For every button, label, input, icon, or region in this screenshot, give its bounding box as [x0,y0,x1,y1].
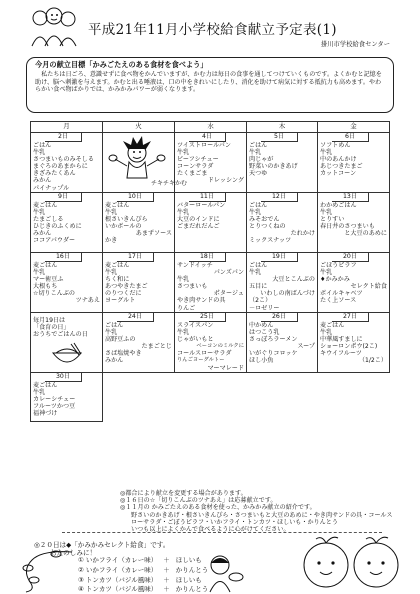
select-option: ③ トンカツ（バジル風味） ＋ ほしいも [78,576,202,584]
select-option: ① いかフライ（カレー味） ＋ ほしいも [78,556,202,564]
menu-item: りんご [177,304,196,312]
menu-item: 野菜いのかきあげ [249,163,298,171]
note-text: 「食育の日」 [33,324,70,332]
menu-item: 牛乳 [320,329,333,337]
family-illustration [28,6,80,48]
menu-item: ♦かみかみ [320,276,350,284]
menu-item: （1/2こ） [358,357,387,365]
menu-item: ヨーグルト [105,297,136,305]
menu-item: 牛乳 [33,149,46,157]
day-date: 5日 [261,133,298,142]
note-text: おうちでごはんの日 [33,331,88,339]
menu-item: 牛乳 [177,276,190,284]
menu-item: 肉じゃが [249,156,274,164]
select-announcement: ◎２０日は◆「かみかみセレクト給食」です。 [34,541,170,549]
menu-item: サンドイッチ [177,262,213,269]
day-cell [31,373,102,421]
day-cell [318,193,389,252]
day-cell [31,193,102,252]
menu-item: 牛乳 [177,209,190,217]
menu-item: 高野豆ふの [105,336,136,344]
menu-item: マーマレード [207,364,244,372]
menu-item: （2こ） [249,297,272,305]
menu-item: わかめごはん [320,202,357,209]
day-date: 30日 [45,373,82,382]
menu-item: ひじきのふくめに [33,223,82,231]
menu-item: いかボールの [105,223,142,231]
day-date: 17日 [117,253,154,262]
day-date: 16日 [45,253,82,262]
day-date: 2日 [45,133,82,142]
menu-item: ソフトめん [320,142,351,149]
menu-item: 麦ごはん [33,202,58,209]
day-cell [318,133,389,192]
menu-item: 牛乳 [320,209,333,217]
menu-item: パイナップル [33,184,70,192]
divider [62,532,382,533]
menu-item: フルーツかつ豆 [33,403,76,411]
menu-item: 麦ごはん [105,202,130,209]
food-education-day-cell [31,313,102,372]
menu-item: ボイルキャベツ [320,290,363,298]
day-cell [175,253,246,312]
menu-item: きざみたくあん [33,170,76,178]
day-cell [318,253,389,312]
menu-item: カットコーン [320,170,357,178]
menu-item: たくまごま [177,170,208,178]
menu-item: 牛乳 [249,209,262,217]
note-text: ◎１１月の かみごたえのある食材を使った、かみかみ献立の紹介です。 [120,504,316,512]
menu-table [30,121,390,422]
kids-caption: チキチキかむ [151,180,188,187]
menu-item: みかん [33,230,52,238]
select-option: ② いかフライ（カレー味） ＋ かりんとう [78,566,209,574]
menu-item: ちく和に [105,276,130,284]
option-main: トンカツ（バジル風味） [85,576,158,584]
menu-item: ごはん [249,142,268,149]
week-row [31,313,390,373]
menu-item: さつまいも [177,283,208,291]
menu-item: 牛乳 [320,149,333,157]
menu-item: 牛乳 [249,269,262,277]
day-date: 26日 [261,313,298,322]
menu-item: みかん [33,177,52,185]
menu-item: ごはん [105,322,124,329]
day-cell [175,193,246,252]
day-date: 6日 [332,133,369,142]
day-cell [175,133,246,192]
menu-item: いわしの南ばんづけ [260,290,315,298]
menu-item: ごほうピラフ [320,262,357,269]
menu-item: 麦ごはん [105,262,130,269]
menu-item: スープ [297,343,315,351]
menu-item: スライスパン [177,322,214,329]
menu-item: ツイストロールパン [177,142,231,149]
option-main: トンカツ（バジル風味） [85,585,158,593]
menu-item: はつこう乳 [249,329,280,337]
day-cell [175,313,246,372]
menu-item: とりつくねの [249,223,286,231]
option-number: ④ [78,585,84,593]
weekday-fri: 金 [318,122,390,133]
week-row [31,193,390,253]
select-subtitle: おたのしみに！ [50,549,97,557]
menu-item: 中かめん [249,322,274,329]
menu-item: 五目に [249,283,268,291]
menu-item: かき [105,237,118,245]
option-side: ほしいも [175,576,202,584]
day-date: 20日 [332,253,369,262]
menu-item: ごまだれだんご [177,223,220,231]
menu-item: カレーシチュー [33,396,76,404]
menu-item: 中のあんかけ [320,156,357,164]
menu-item: 麦ごはん [320,322,345,329]
week-row [31,373,390,422]
day-cell [318,313,389,372]
menu-item: たまごしる [33,216,64,224]
menu-item: たれかけ [290,230,315,238]
menu-item: 牛乳 [320,269,333,277]
goal-body: 私たちは日ごろ、意識せずに食べ物をかんでいますが、かむ力は毎日の食事を通してつけていくものです。よくかむと記憶を助け、脳へ刺激を与えます。かむと出る唾液は、口の中をきれいにしたり、消化を助けて病気に対する抵抗力も高めます。やわらかい食べ物ばかりでは、かみかみパワーが弱くなります。 [35,70,382,94]
weekday-header-row [31,122,390,133]
menu-item: とりすい [320,216,345,224]
menu-item: マー術豆ふ [33,276,64,284]
monthly-goal-box [26,57,394,113]
day-date: 18日 [189,253,226,262]
menu-item: 麦ごはん [33,382,58,389]
note-text: いつも以上によくかんで食べるように心がけてください。 [131,526,290,534]
menu-item: 中華風すましに [320,336,363,344]
day-date: 11日 [189,193,226,202]
day-date: 25日 [189,313,226,322]
day-date: 4日 [189,133,226,142]
menu-item: まぐろのあまからに [33,163,88,171]
note-text: 野さいのかきあげ・根さいきんぴら・さつまいもと大豆のあめに・やき肉サンドの具・コールスローサラダ・ごぼうピラフ・いかフライ・トンカツ・ほしいも・かりんとう [131,511,393,526]
notes-section [120,490,395,533]
menu-item: ほし小魚 [249,357,274,365]
menu-item: セレクト給食 [350,283,387,291]
menu-item: 麦ごはん [33,262,58,269]
day-cell [103,253,174,312]
note-text: ◎１６日の☆「切りこんぶのツナあえ」は応募献立です。 [120,497,277,505]
menu-item: 大豆のインドに [177,216,220,224]
option-side: ほしいも [175,556,202,564]
page-title: 平成21年11月小学校給食献立予定表(1) [88,22,337,38]
option-side: かりんとう [175,585,209,593]
option-number: ③ [78,576,84,584]
menu-item: ミックスナッツ [249,237,292,245]
option-side: かりんとう [175,566,209,574]
menu-item: 大豆とこんぶの [272,276,315,284]
note-text: ◎都合により献立を変更する場合があります。 [120,490,247,497]
weekday-thu: 木 [247,122,318,133]
menu-item: じゃがいもと [177,336,214,344]
menu-item: 根さいきんぴら [105,216,148,224]
day-cell [247,133,317,192]
day-date: 13日 [332,193,369,202]
rice-bowl-icon [51,343,83,367]
menu-item: コーンサラダ [177,163,214,171]
menu-item: あつやきたまご [105,283,148,291]
menu-item: ごはん [249,202,268,209]
menu-item: 天つゆ [249,170,268,178]
menu-item: と大豆のあめに [344,230,387,238]
menu-item: ココアパウダー [33,237,76,245]
menu-item: 牛乳 [33,389,46,397]
day-cell [247,313,317,372]
organization-name: 掛川市学校給食センター [320,41,390,48]
menu-item: コールスローサラダ [177,350,232,358]
day-date: 12日 [261,193,298,202]
day-cell [31,133,102,192]
menu-item: やき肉サンドの具 [177,297,226,305]
menu-item: ごはん [33,142,52,149]
menu-item: バターロールパン [177,202,226,209]
menu-item: －ロゼリー [249,304,280,312]
weekday-mon: 月 [31,122,103,133]
child-eating-illustration [198,553,248,593]
menu-item: キウイフルーツ [320,350,362,358]
day-date: 19日 [261,253,298,262]
orange-characters-illustration [296,535,406,593]
menu-item: 牛乳 [177,149,190,157]
menu-item: 牛乳 [105,269,118,277]
menu-item: 春日井のさつまいも [320,223,375,231]
week-row [31,253,390,313]
menu-item: ショーロンポウ(2こ) [320,343,378,351]
day-date: 27日 [332,313,369,322]
day-cell [247,193,317,252]
menu-item: さつまいものみそしる [33,156,94,164]
menu-item: ビーフシチュー [177,156,219,164]
weekday-tue: 火 [103,122,175,133]
menu-item: たく上ソース [320,297,357,305]
menu-item: みそおでん [249,216,280,224]
day-date: 9日 [45,193,82,202]
menu-item: 牛乳 [33,209,46,217]
menu-item: 大根もち [33,283,58,291]
goal-title: 今月の献立目標「かみごたえのある食材を食べよう」 [35,60,208,69]
menu-item: のりつくだに [105,290,142,298]
menu-item: いがぐりコロッケ [249,350,298,358]
menu-item: みかん [105,357,124,365]
menu-item: ドレッシング [207,177,244,185]
menu-item: あじつきたまご [320,163,363,171]
menu-item: 牛乳 [249,149,262,157]
day-cell [103,313,174,372]
option-number: ② [78,566,84,574]
menu-item: ごはん [249,262,268,269]
day-cell [247,253,317,312]
day-date: 10日 [117,193,154,202]
menu-item: ツナあえ [75,297,100,305]
week-row [31,133,390,193]
note-text: 毎月19日は [33,317,66,324]
option-main: いかフライ（カレー味） [85,566,158,574]
menu-item: 牛乳 [177,329,190,337]
day-cell [31,253,102,312]
select-option: ④ トンカツ（バジル風味） ＋ かりんとう [78,585,209,593]
menu-item: ポタージュ [213,290,244,298]
menu-item: パンズパン [213,269,244,277]
menu-item: たまごとじ [141,343,172,351]
menu-item: さば塩焼やき [105,350,142,358]
day-cell [103,193,174,252]
menu-item: りんごヨーグルトー [177,357,225,364]
menu-item: 牛乳 [33,269,46,277]
weekday-wed: 水 [175,122,247,133]
menu-item: ベーコンのミルクに [196,343,244,350]
menu-item: あまずソース [135,230,172,238]
day-date: 24日 [117,313,154,322]
menu-item: 牛乳 [105,329,118,337]
menu-item: ☆切りこんぶの [33,290,76,298]
option-main: いかフライ（カレー味） [85,556,158,564]
option-number: ① [78,556,84,564]
menu-item: さっぽろラーメン [249,336,298,344]
menu-item: 牛乳 [105,209,118,217]
vine-decoration [12,548,78,592]
menu-item: 福神づけ [33,410,58,418]
